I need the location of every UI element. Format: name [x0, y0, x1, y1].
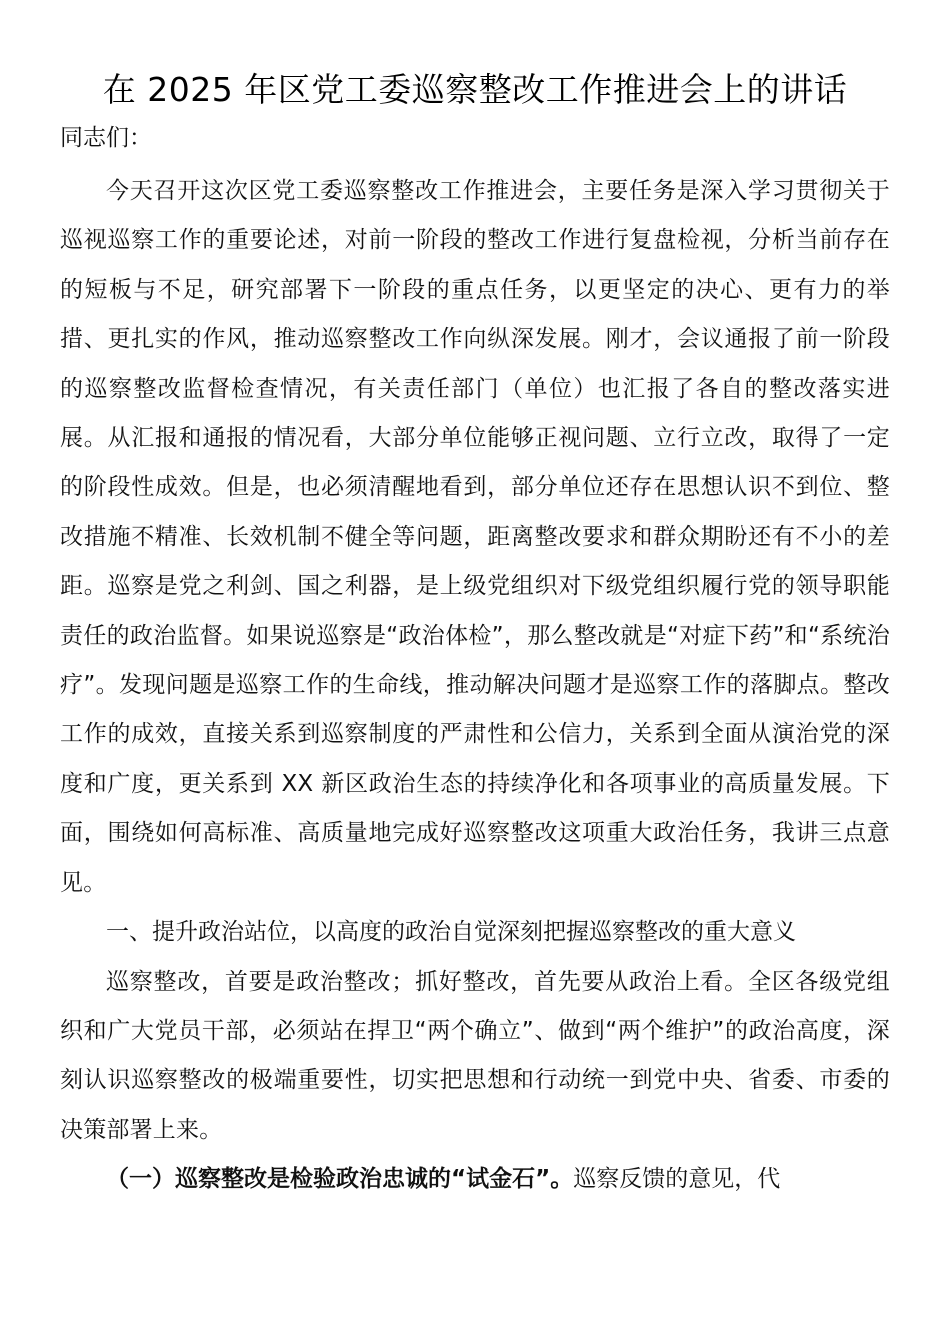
subsection-heading-1-title: （一）巡察整改是检验政治忠诚的“试金石”。: [106, 1166, 574, 1193]
salutation: 同志们：: [60, 125, 152, 151]
document-body: [60, 167, 890, 1205]
opening-paragraph: 今天召开这次区党工委巡察整改工作推进会，主要任务是深入学习贯彻关于巡视巡察工作的重要论述，对前一阶段的整改工作进行复盘检视，分析当前存在的短板与不足，研究部署下一阶段的重点任务，以更坚定的决心、更有力的举措、更扎实的作风，推动巡察整改工作向纵深发展。刚才，会议通报了前一阶段的巡察整改监督检查情况，有关责任部门（单位）也汇报了各自的整改落实进展。从汇报和通报的情况看，大部分单位能够正视问题、立行立改，取得了一定的阶段性成效。但是，也必须清醒地看到，部分单位还存在思想认识不到位、整改措施不精准、长效机制不健全等问题，距离整改要求和群众期盼还有不小的差距。巡察是党之利剑、国之利器，是上级党组织对下级党组织履行党的领导职能责任的政治监督。如果说巡察是“政治体检”，那么整改就是“对症下药”和“系统治疗”。发现问题是巡察工作的生命线，推动解决问题才是巡察工作的落脚点。整改工作的成效，直接关系到巡察制度的严肃性和公信力，关系到全面从演治党的深度和广度，更关系到 XX 新区政治生态的持续净化和各项事业的高质量发展。下面，围绕如何高标准、高质量地完成好巡察整改这项重大政治任务，我讲三点意见。: [60, 178, 890, 896]
section-heading-1: 一、提升政治站位，以高度的政治自觉深刻把握巡察整改的重大意义: [106, 919, 796, 946]
document-title: 在 2025 年区党工委巡察整改工作推进会上的讲话: [102, 70, 848, 109]
subsection-heading-1-text: 巡察反馈的意见，代: [573, 1166, 781, 1193]
section-1-paragraph: 巡察整改，首要是政治整改；抓好整改，首先要从政治上看。全区各级党组织和广大党员干部，必须站在捍卫“两个确立”、做到“两个维护”的政治高度，深刻认识巡察整改的极端重要性，切实把思想和行动统一到党中央、省委、市委的决策部署上来。: [60, 968, 890, 1143]
subsection-heading-1: [60, 1155, 890, 1204]
